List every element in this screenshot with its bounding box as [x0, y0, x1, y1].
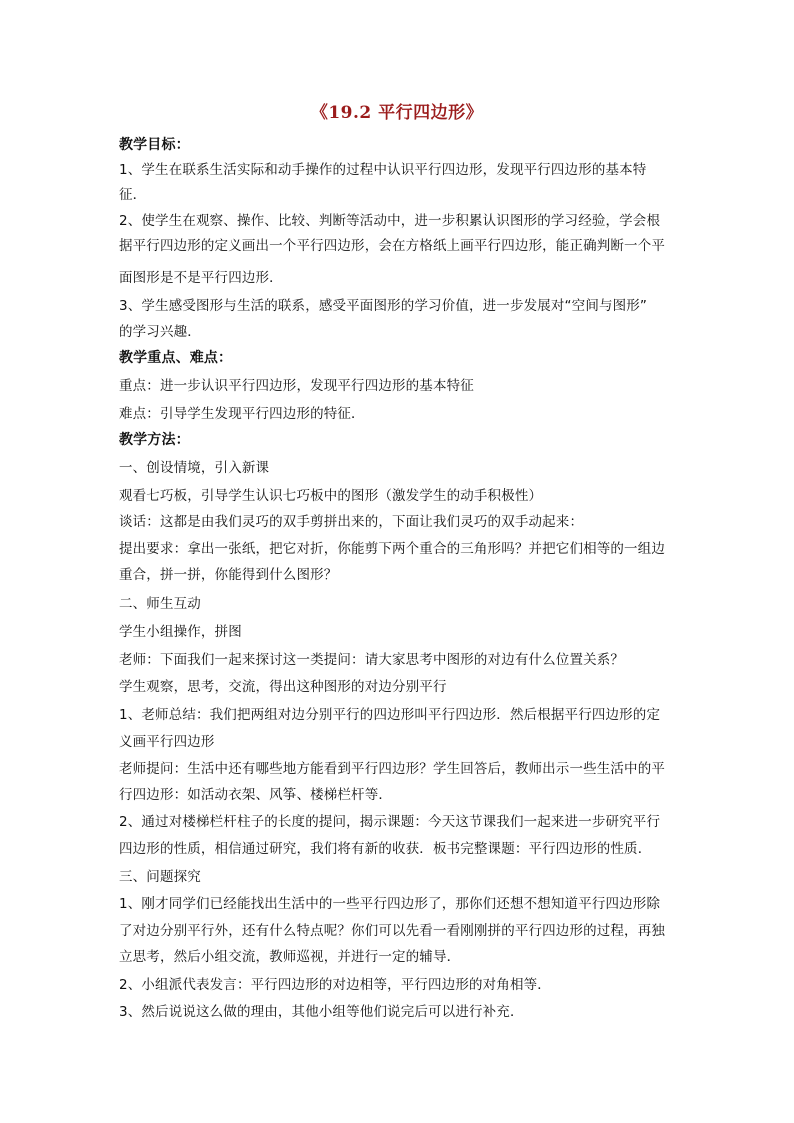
paragraph-line: 老师：下面我们一起来探讨这一类提问：请大家思考中图形的对边有什么位置关系？	[119, 652, 625, 668]
paragraph-line: 3、学生感受图形与生活的联系，感受平面图形的学习价值，进一步发展对“空间与图形”	[119, 298, 648, 314]
paragraph-line: 重合，拼一拼，你能得到什么图形？	[119, 567, 338, 583]
paragraph-line: 3、然后说说这么做的理由，其他小组等他们说完后可以进行补充．	[119, 1004, 524, 1020]
paragraph-line: 观看七巧板，引导学生认识七巧板中的图形（激发学生的动手积极性）	[119, 488, 543, 504]
paragraph-line: 立思考，然后小组交流，教师巡视，并进行一定的辅导．	[119, 949, 461, 965]
heading-teaching-goals: 教学目标：	[119, 137, 190, 153]
paragraph-line: 1、老师总结：我们把两组对边分别平行的四边形叫平行四边形．然后根据平行四边形的定	[119, 707, 661, 723]
paragraph-line: 老师提问：生活中还有哪些地方能看到平行四边形？学生回答后，教师出示一些生活中的平	[119, 761, 665, 777]
section-heading: 一、创设情境，引入新课	[119, 460, 270, 476]
paragraph-line: 2、使学生在观察、操作、比较、判断等活动中，进一步积累认识图形的学习经验，学会根	[119, 213, 661, 229]
paragraph-line: 据平行四边形的定义画出一个平行四边形，会在方格纸上画平行四边形，能正确判断一个平	[119, 238, 665, 254]
paragraph-line: 2、通过对楼梯栏杆柱子的长度的提问，揭示课题：今天这节课我们一起来进一步研究平行	[119, 814, 661, 830]
paragraph-line: 行四边形：如活动衣架、风筝、楼梯栏杆等．	[119, 787, 392, 803]
heading-key-points: 教学重点、难点：	[119, 350, 233, 366]
paragraph-line: 了对边分别平行外，还有什么特点呢？你们可以先看一看刚刚拼的平行四边形的过程，再独	[119, 923, 665, 939]
section-heading: 二、师生互动	[119, 596, 201, 612]
heading-teaching-methods: 教学方法：	[119, 432, 190, 448]
paragraph-line: 义画平行四边形	[119, 734, 215, 750]
paragraph-line: 难点：引导学生发现平行四边形的特征．	[119, 406, 365, 422]
paragraph-line: 谈话：这都是由我们灵巧的双手剪拼出来的，下面让我们灵巧的双手动起来：	[119, 514, 584, 530]
paragraph-line: 2、小组派代表发言：平行四边形的对边相等，平行四边形的对角相等．	[119, 977, 551, 993]
document-title: 《19.2 平行四边形》	[310, 103, 484, 123]
section-heading: 三、问题探究	[119, 869, 201, 885]
paragraph-line: 征．	[119, 187, 147, 203]
paragraph-line: 学生观察，思考，交流，得出这种图形的对边分别平行	[119, 679, 447, 695]
paragraph-line: 提出要求：拿出一张纸，把它对折，你能剪下两个重合的三角形吗？并把它们相等的一组边	[119, 541, 665, 557]
paragraph-line: 四边形的性质，相信通过研究，我们将有新的收获．板书完整课题：平行四边形的性质．	[119, 841, 652, 857]
paragraph-line: 学生小组操作，拼图	[119, 624, 242, 640]
paragraph-line: 面图形是不是平行四边形．	[119, 270, 283, 286]
paragraph-line: 的学习兴趣．	[119, 324, 201, 340]
paragraph-line: 1、学生在联系生活实际和动手操作的过程中认识平行四边形，发现平行四边形的基本特	[119, 162, 647, 178]
paragraph-line: 重点：进一步认识平行四边形，发现平行四边形的基本特征	[119, 378, 474, 394]
paragraph-line: 1、刚才同学们已经能找出生活中的一些平行四边形了，那你们还想不想知道平行四边形除	[119, 896, 661, 912]
